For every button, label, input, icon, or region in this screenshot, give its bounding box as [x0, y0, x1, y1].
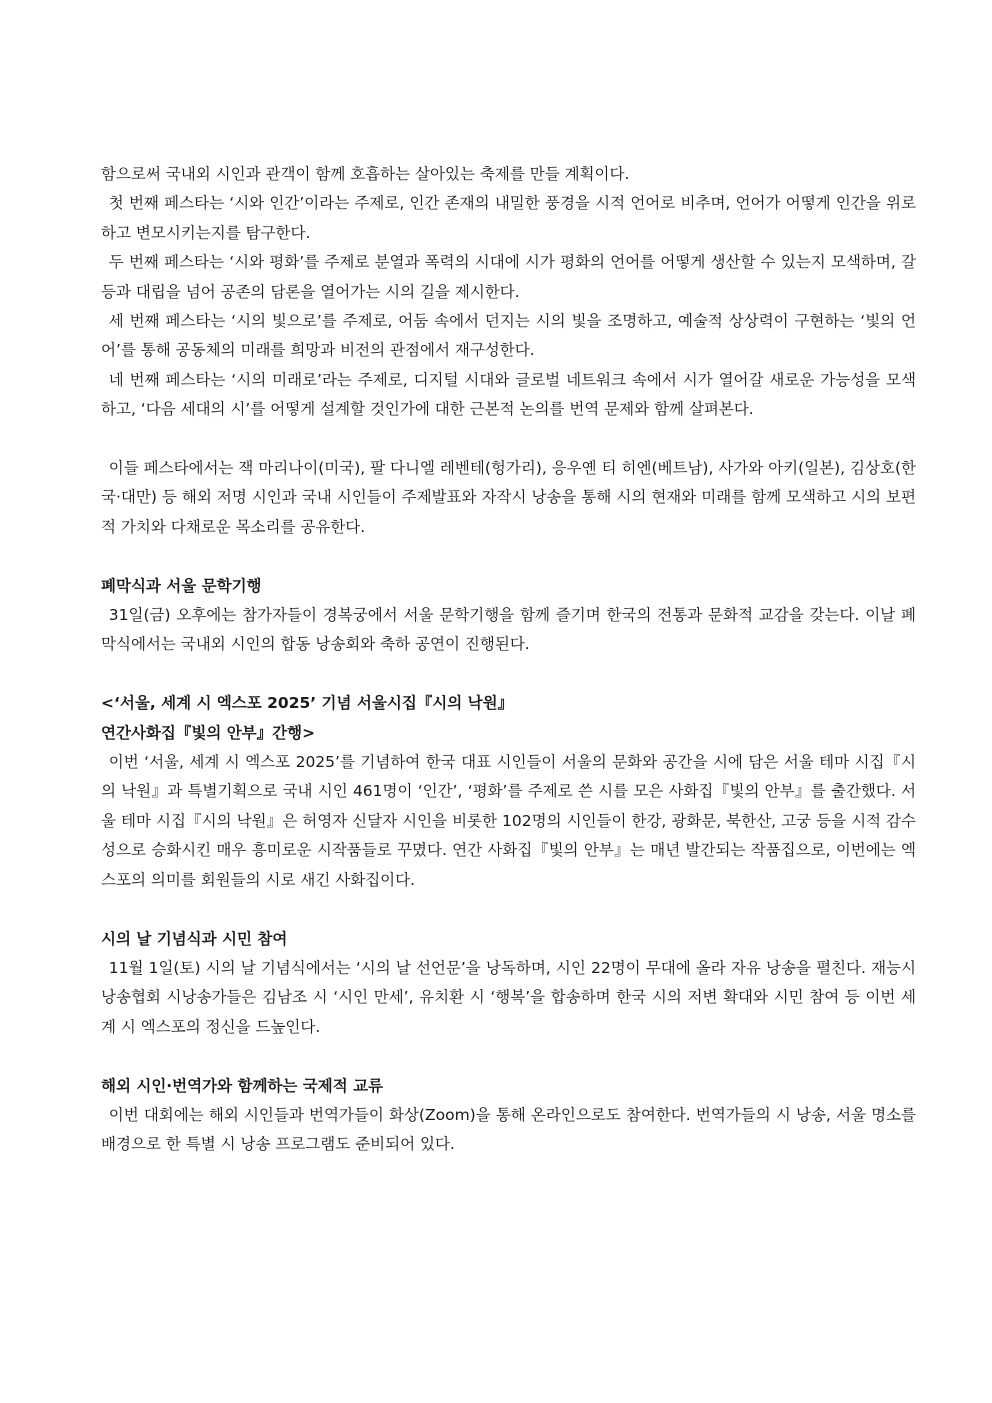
poetry-day-heading: 시의 날 기념식과 시민 참여: [101, 929, 288, 948]
exchange-heading: 해외 시인·번역가와 함께하는 국제적 교류: [101, 1076, 384, 1095]
spacer: [101, 895, 916, 924]
poets-paragraph: 이들 페스타에서는 잭 마리나이(미국), 팔 다니엘 레벤테(헝가리), 응우옌 티 히엔(베트남), 사가와 아키(일본), 김상호(한국·대만) 등 해외 저명 시인과 국내 시인들이 주제발표와 자작시 낭송을 통해 시의 현재와 미래를 함께 모색하고 시의 보편적 가치와 다채로운 목소리를 공유한다.: [101, 459, 916, 536]
festa-3-paragraph: 세 번째 페스타는 ‘시의 빛으로’를 주제로, 어둠 속에서 던지는 시의 빛을 조명하고, 예술적 상상력이 구현하는 ‘빛의 언어’를 통해 공동체의 미래를 희망과 비전의 관점에서 재구성한다.: [101, 312, 916, 360]
intro-lead-paragraph: 함으로써 국내외 시인과 관객이 함께 호흡하는 살아있는 축제를 만들 계획이다.: [101, 165, 630, 183]
anthology-heading-line1: <‘서울, 세계 시 엑스포 2025’ 기념 서울시집『시의 낙원』: [101, 694, 514, 713]
festa-4-paragraph: 네 번째 페스타는 ‘시의 미래로’라는 주제로, 디지털 시대와 글로벌 네트워크 속에서 시가 열어갈 새로운 가능성을 모색하고, ‘다음 세대의 시’를 어떻게 설계할 것인가에 대한 근본적 논의를 번역 문제와 함께 살펴본다.: [101, 370, 916, 419]
spacer: [101, 425, 916, 454]
closing-heading: 폐막식과 서울 문학기행: [101, 576, 262, 595]
spacer: [101, 660, 916, 689]
exchange-paragraph: 이번 대회에는 해외 시인들과 번역가들이 화상(Zoom)을 통해 온라인으로도 참여한다. 번역가들의 시 낭송, 서울 명소를 배경으로 한 특별 시 낭송 프로그램도 준비되어 있다.: [101, 1105, 916, 1154]
poetry-day-paragraph: 11월 1일(토) 시의 날 기념식에서는 ‘시의 날 선언문’을 낭독하며, 시인 22명이 무대에 올라 자유 낭송을 펼친다. 재능시낭송협회 시낭송가들은 김남조 시 ‘시인 만세’, 유치환 시 ‘행복’을 합송하며 한국 시의 저변 확대와 시민 참여 등 이번 세계 시 엑스포의 정신을 드높인다.: [101, 958, 916, 1036]
spacer: [101, 542, 916, 571]
spacer: [101, 1042, 916, 1071]
festa-2-paragraph: 두 번째 페스타는 ‘시와 평화’를 주제로 분열과 폭력의 시대에 시가 평화의 언어를 어떻게 생산할 수 있는지 모색하며, 갈등과 대립을 넘어 공존의 담론을 열어가는 시의 길을 제시한다.: [101, 253, 916, 301]
article-body: [101, 160, 916, 1160]
anthology-heading-line2: 연간사화집『빛의 안부』간행>: [101, 723, 316, 742]
festa-1-paragraph: 첫 번째 페스타는 ‘시와 인간’이라는 주제로, 인간 존재의 내밀한 풍경을 시적 언어로 비추며, 언어가 어떻게 인간을 위로하고 변모시키는지를 탐구한다.: [101, 194, 916, 242]
anthology-paragraph: 이번 ‘서울, 세계 시 엑스포 2025’를 기념하여 한국 대표 시인들이 서울의 문화와 공간을 시에 담은 서울 테마 시집『시의 낙원』과 특별기획으로 국내 시인 461명이 ‘인간’, ‘평화’를 주제로 쓴 시를 모은 사화집『빛의 안부』를 출간했다. 서울 테마 시집『시의 낙원』은 허영자 신달자 시인을 비롯한 102명의 시인들이 한강, 광화문, 북한산, 고궁 등을 시적 감수성으로 승화시킨 매우 흥미로운 시작품들로 꾸몄다. 연간 사화집『빛의 안부』는 매년 발간되는 작품집으로, 이번에는 엑스포의 의미를 회원들의 시로 새긴 사화집이다.: [101, 753, 916, 889]
closing-paragraph: 31일(금) 오후에는 참가자들이 경복궁에서 서울 문학기행을 함께 즐기며 한국의 전통과 문화적 교감을 갖는다. 이날 폐막식에서는 국내외 시인의 합동 낭송회와 축하 공연이 진행된다.: [101, 606, 916, 654]
